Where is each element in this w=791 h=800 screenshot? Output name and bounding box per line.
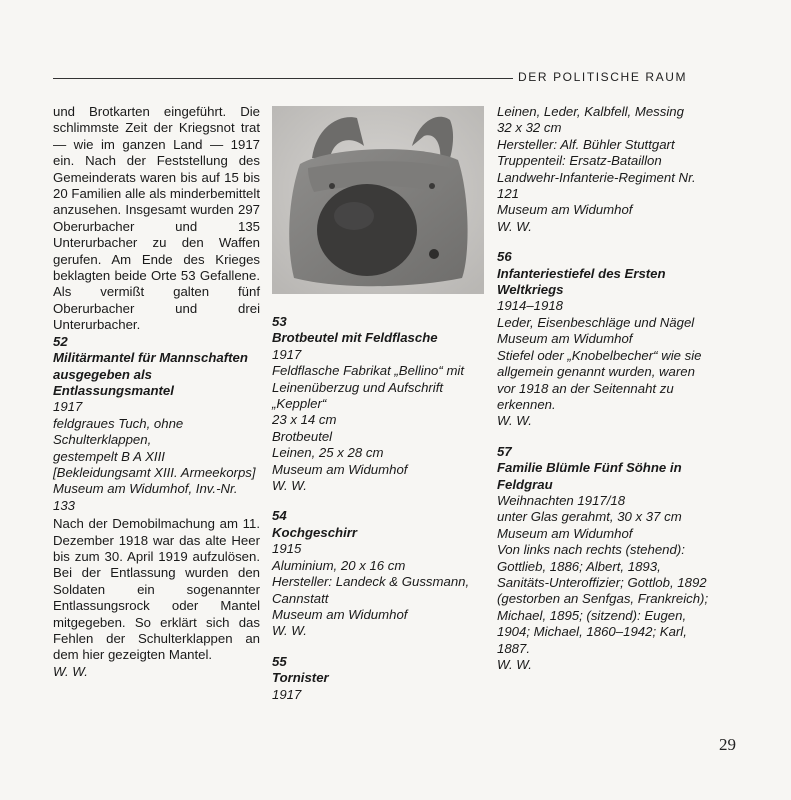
entry-57-number: 57 (497, 443, 512, 459)
column-middle (272, 314, 484, 703)
column-right (497, 104, 709, 673)
entry-55-title: Tornister (272, 670, 329, 686)
entry-54-location: Museum am Widumhof (272, 606, 408, 622)
entry-57-description: Von links nach rechts (stehend): Gottlieb, 1886; Albert, 1893, Sanitäts-Unteroffizier; Gottlob, 1892 (gestorben an Senfgas, Frankreich); Michael, 1895; (sitzend): Eugen, 1904; Michael, 1860–1942; Karl, 1887. (497, 542, 709, 656)
entry-55-number: 55 (272, 653, 287, 669)
entry-54-date: 1915 (272, 541, 302, 557)
entry-56-date: 1914–1918 (497, 298, 564, 314)
page-number: 29 (719, 735, 736, 754)
entry-54-title: Kochgeschirr (272, 524, 358, 540)
entry-52-material: feldgraues Tuch, ohne Schulterklappen, (53, 415, 184, 448)
entry-56-description: Stiefel oder „Knobelbecher“ wie sie allgemein genannt wurden, waren vor 1918 an der Seitennaht zu erkennen. (497, 347, 702, 412)
entry-55-maker: Hersteller: Alf. Bühler Stuttgart (497, 136, 675, 152)
entry-56-location: Museum am Widumhof (497, 331, 633, 347)
entry-53-bag: Brotbeutel (272, 428, 333, 444)
entry-52-stamp-note: [Bekleidungsamt XIII. Armeekorps] (53, 464, 256, 480)
entry-52-title: Militärmantel für Mannschaften ausgegeben als Entlassungsmantel (53, 350, 248, 398)
entry-54-number: 54 (272, 508, 287, 524)
entry-54-maker: Hersteller: Landeck & Gussmann, Cannstatt (272, 574, 470, 606)
intro-paragraph: und Brotkarten eingeführt. Die schlimmste Zeit der Kriegsnot trat — wie im ganzen Land — 1917 ein. Nach der Feststellung des Gemeinderats waren bis auf 15 bis 20 Familien alle als minderbemittelt anzusehen. Insgesamt wurden 297 Oberurbacher und 135 Unterurbacher zu den Waffen gerufen. Am Ende des Krieges beklagten beide Orte 53 Gefallene. Als vermißt galten fünf Oberurbacher und drei Unterurbacher. (53, 104, 260, 333)
entry-57-date: Weihnachten 1917/18 (497, 492, 626, 508)
entry-57-signature: W. W. (497, 657, 532, 672)
entry-52-date: 1917 (53, 399, 83, 415)
entry-55-unit: Truppenteil: Ersatz-Bataillon Landwehr-Infanterie-Regiment Nr. 121 (497, 153, 696, 202)
entry-53-location: Museum am Widumhof (272, 461, 408, 477)
entry-56-material: Leder, Eisenbeschläge und Nägel (497, 314, 695, 330)
entry-57-frame: unter Glas gerahmt, 30 x 37 cm (497, 509, 682, 525)
entry-53-bag-material: Leinen, 25 x 28 cm (272, 445, 384, 461)
entry-56-signature: W. W. (497, 413, 532, 429)
entry-57-title: Familie Blümle Fünf Söhne in Feldgrau (497, 460, 682, 492)
header-rule (53, 78, 513, 79)
running-header: DER POLITISCHE RAUM (518, 70, 688, 84)
entry-56-title: Infanteriestiefel des Ersten Weltkriegs (497, 265, 666, 298)
entry-55-date: 1917 (272, 686, 302, 702)
entry-53-number: 53 (272, 314, 287, 329)
entry-52-number: 52 (53, 333, 68, 349)
entry-55-location: Museum am Widumhof (497, 202, 633, 218)
entry-55-material: Leinen, Leder, Kalbfell, Messing (497, 104, 684, 119)
entry-52-location: Museum am Widumhof, Inv.-Nr. 133 (53, 481, 238, 513)
entry-53-signature: W. W. (272, 478, 307, 494)
entry-53-date: 1917 (272, 346, 302, 362)
entry-54-signature: W. W. (272, 623, 307, 639)
column-left (53, 104, 260, 680)
entry-52-stamp: gestempelt B A XIII (53, 448, 165, 464)
entry-53-canteen: Feldflasche Fabrikat „Bellino“ mit Leinenüberzug und Aufschrift „Keppler“ (272, 363, 465, 412)
bread-bag-photo (272, 106, 484, 294)
entry-52-signature: W. W. (53, 663, 88, 679)
entry-56-number: 56 (497, 249, 512, 265)
entry-52-description: Nach der Demobilmachung am 11. Dezember 1918 war das alte Heer bis zum 30. April 1919 aufzulösen. Bei der Entlassung wurden den Soldaten ein sogenannter Entlassungsrock oder Mantel mitgegeben. So erklärt sich das Fehlen der Schulterklappen an dem hier gezeigten Mantel. (53, 516, 260, 663)
entry-55-signature: W. W. (497, 218, 532, 234)
entry-57-location: Museum am Widumhof (497, 525, 633, 541)
entry-55-size: 32 x 32 cm (497, 120, 562, 136)
entry-54-material: Aluminium, 20 x 16 cm (272, 557, 406, 573)
entry-53-canteen-size: 23 x 14 cm (272, 412, 337, 428)
entry-53-title: Brotbeutel mit Feldflasche (272, 330, 438, 346)
